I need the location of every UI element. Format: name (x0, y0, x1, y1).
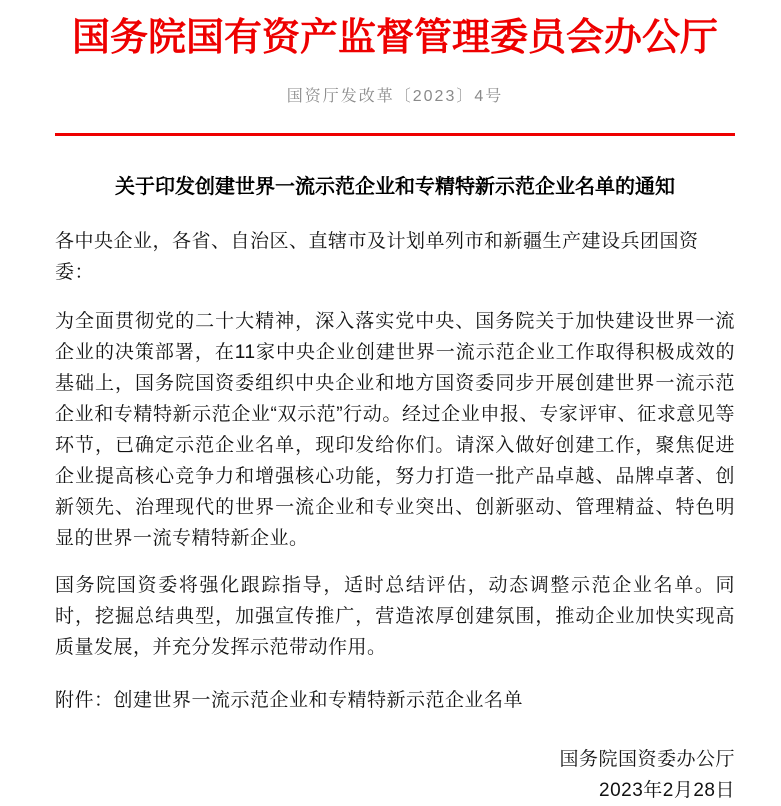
issuer-title: 国务院国有资产监督管理委员会办公厅 (71, 17, 718, 59)
document-heading: 关于印发创建世界一流示范企业和专精特新示范企业名单的通知 (115, 176, 675, 198)
salutation-line: 各中央企业，各省、自治区、直辖市及计划单列市和新疆生产建设兵团国资委： (55, 231, 699, 283)
date: 2023年2月28日 (599, 780, 735, 801)
red-divider (55, 133, 735, 136)
official-document-page (0, 14, 781, 801)
signature: 国务院国资委办公厅 (559, 749, 735, 770)
body-paragraph-1: 为全面贯彻党的二十大精神，深入落实党中央、国务院关于加快建设世界一流企业的决策部署，在11家中央企业创建世界一流示范企业工作取得积极成效的基础上，国务院国资委组织中央企业和地方国资委同步开展创建世界一流示范企业和专精特新示范企业“双示范”行动。经过企业申报、专家评审、征求意见等环节，已确定示范企业名单，现印发给你们。请深入做好创建工作，聚焦促进企业提高核心竞争力和增强核心功能，努力打造一批产品卓越、品牌卓著、创新领先、治理现代的世界一流企业和专业突出、创新驱动、管理精益、特色明显的世界一流专精特新企业。 (55, 311, 735, 549)
body-paragraph-2: 国务院国资委将强化跟踪指导，适时总结评估，动态调整示范企业名单。同时，挖掘总结典型，加强宣传推广，营造浓厚创建氛围，推动企业加快实现高质量发展，并充分发挥示范带动作用。 (55, 575, 735, 658)
signature-block (55, 744, 735, 806)
document-number: 国资厅发改革〔2023〕4号 (286, 88, 504, 105)
attachment-line: 附件：创建世界一流示范企业和专精特新示范企业名单 (55, 690, 524, 711)
